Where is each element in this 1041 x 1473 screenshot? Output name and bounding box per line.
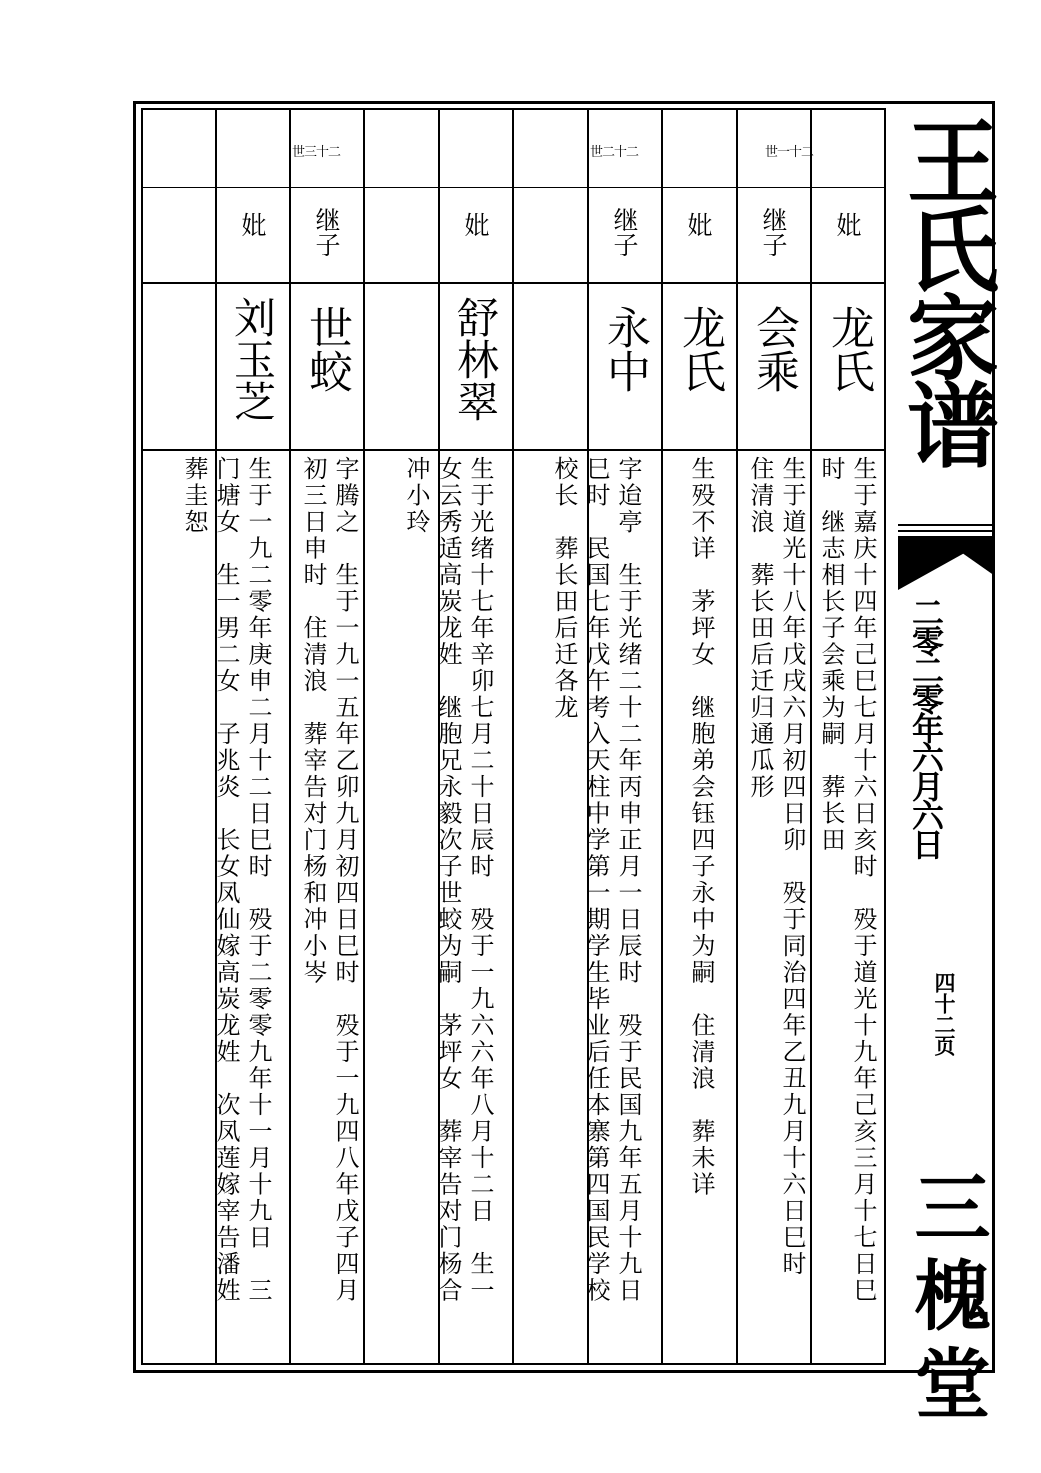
person-name: 会乘 — [748, 305, 799, 393]
generation-label: 世一十二 — [765, 145, 814, 160]
column-divider — [736, 108, 738, 1365]
person-name: 龙氏 — [823, 305, 874, 393]
role-label: 妣 — [461, 212, 490, 237]
generation-label: 世二十二 — [590, 145, 639, 160]
title-rule — [898, 524, 995, 526]
publication-date: 二零二零年六月六日 — [907, 596, 945, 857]
title-rule — [898, 530, 995, 532]
person-name: 刘玉芝 — [228, 296, 277, 422]
person-name: 龙氏 — [674, 305, 725, 393]
biography-text: 生殁不详 茅坪女 继胞弟会钰四子永中为嗣 住清浪 葬未详 — [687, 456, 715, 1198]
row-divider — [141, 449, 886, 451]
column-divider — [810, 108, 812, 1365]
role-label: 妣 — [833, 212, 862, 237]
column-divider — [363, 108, 365, 1365]
genealogy-title: 王氏家谱 — [892, 114, 1000, 466]
hall-name: 三槐堂 — [902, 1168, 991, 1432]
column-divider — [661, 108, 663, 1365]
role-label: 妣 — [684, 212, 713, 237]
biography-text: 生于道光十八年戊戌六月初四日卯 殁于同治四年乙丑九月十六日巳时 住清浪 葬长田后迁归通瓜形 — [746, 456, 806, 1278]
biography-text: 字迨亭 生于光绪二十二年丙申正月一日辰时 殁于民国九年五月十九日 巳时 民国七年戊午考入天柱中学第一期学生毕业后任本寨第四国民学校 校长 葬长田后迁各龙 — [550, 456, 642, 1304]
biography-text: 生于光绪十七年辛卯七月二十日辰时 殁于一九六六年八月十二日 生一 女云秀适高炭龙姓 继胞兄永毅次子世蛟为嗣 茅坪女 葬宰告对门杨合 冲小玲 — [402, 456, 494, 1304]
biography-text: 生于嘉庆十四年己巳七月十六日亥时 殁于道光十九年己亥三月十七日巳 时 继志相长子会乘为嗣 葬长田 — [817, 456, 877, 1304]
generation-label: 世三十二 — [292, 145, 341, 160]
biography-text: 字腾之 生于一九一五年乙卯九月初四日巳时 殁于一九四八年戊子四月 初三日申时 住清浪 葬宰告对门杨和冲小岑 — [299, 456, 359, 1304]
row-divider — [141, 187, 886, 188]
page-number: 四十二页 — [932, 972, 957, 1056]
person-name: 舒林翠 — [451, 296, 500, 422]
column-divider — [289, 108, 291, 1365]
row-divider — [141, 282, 886, 284]
biography-text: 生于一九二零年庚申二月十二日巳时 殁于二零零九年十一月十九日 三 门塘女 生一男二女 子兆炎 长女凤仙嫁高炭龙姓 次凤莲嫁宰告潘姓 葬圭恕 — [180, 456, 272, 1304]
person-name: 永中 — [599, 305, 650, 393]
role-label: 继子 — [312, 207, 341, 257]
role-label: 妣 — [238, 212, 267, 237]
ornament-triangle-icon — [898, 536, 995, 590]
role-label: 继子 — [610, 207, 639, 257]
person-name: 世蛟 — [301, 305, 352, 393]
column-divider — [512, 108, 514, 1365]
role-label: 继子 — [759, 207, 788, 257]
